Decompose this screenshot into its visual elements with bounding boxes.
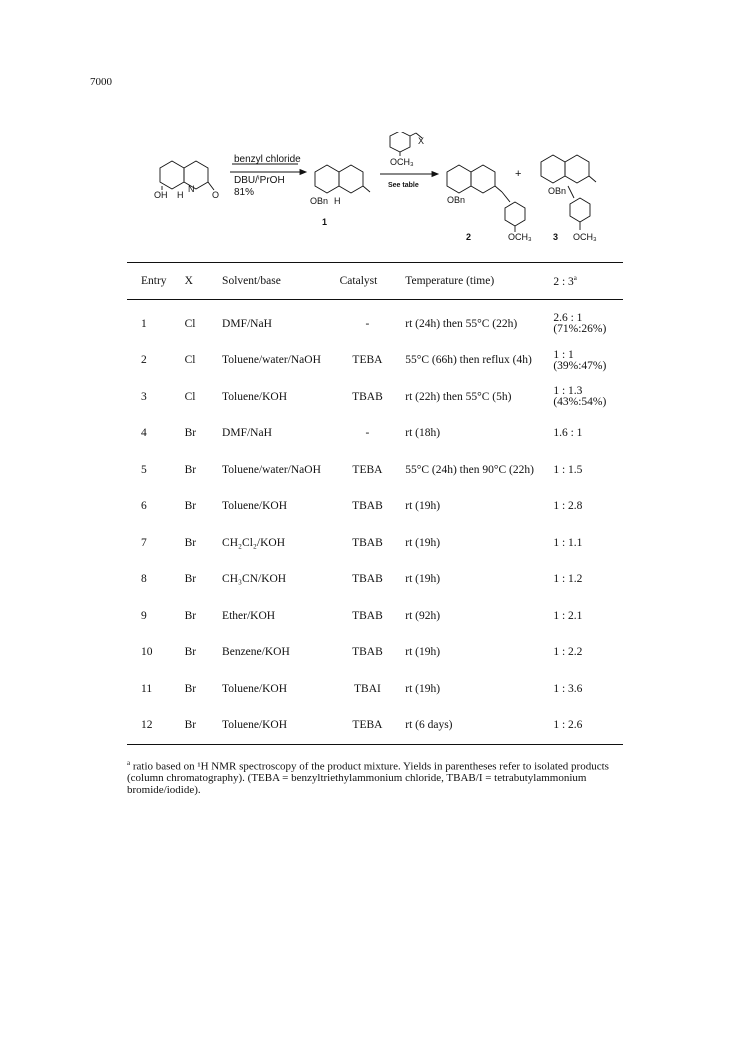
yield-value: (39%:47%) xyxy=(553,359,607,372)
table-row xyxy=(127,708,623,745)
entry-cell: 10 xyxy=(141,646,153,659)
temperature-cell: rt (22h) then 55°C (5h) xyxy=(405,390,512,403)
solvent-cell: CH₂Cl₂/KOH xyxy=(222,536,286,549)
solvent-cell: CH₃CN/KOH xyxy=(222,573,287,586)
reagent-line-2: DBU/ⁱPrOH xyxy=(234,175,285,186)
ratio-value: 1 : 3.6 xyxy=(553,682,583,695)
table-header-row xyxy=(127,263,623,300)
solvent-cell: Toluene/water/NaOH xyxy=(222,463,321,476)
solvent-cell: Toluene/KOH xyxy=(222,708,340,745)
catalyst-cell: TBAB xyxy=(352,609,383,622)
entry-cell: 12 xyxy=(127,708,185,745)
ratio-cell xyxy=(553,489,623,526)
ratio-cell xyxy=(553,343,623,380)
reagent-2-och3: OCH₃ xyxy=(390,157,414,167)
table-row xyxy=(127,489,623,526)
x-cell: Cl xyxy=(184,317,196,330)
temperature-cell: rt (92h) xyxy=(405,609,441,622)
catalyst-cell: TBAB xyxy=(352,573,383,586)
catalyst-cell: TEBA xyxy=(340,708,396,745)
entry-cell: 6 xyxy=(141,500,147,513)
ratio-cell xyxy=(553,708,623,745)
catalyst-cell: TBAI xyxy=(354,682,381,695)
table-footnote xyxy=(127,758,627,796)
see-table-label: See table xyxy=(388,182,419,189)
temperature-cell: rt (19h) xyxy=(405,682,441,695)
entry-cell: 1 xyxy=(141,317,147,330)
sm-n-label: N xyxy=(188,184,195,194)
ratio-cell xyxy=(553,416,623,453)
temperature-cell: rt (19h) xyxy=(405,573,441,586)
x-cell: Br xyxy=(184,573,197,586)
header-temperature: Temperature (time) xyxy=(395,263,553,300)
solvent-cell: DMF/NaH xyxy=(222,317,272,330)
temperature-cell: rt (24h) then 55°C (22h) xyxy=(405,317,518,330)
reagent-yield: 81% xyxy=(234,187,255,198)
ratio-value: 1 : 2.2 xyxy=(553,646,583,659)
ratio-value: 1.6 : 1 xyxy=(553,427,583,440)
table-row xyxy=(127,416,623,453)
entry-cell: 2 xyxy=(141,354,147,367)
x-cell: Br xyxy=(184,463,197,476)
compound-2-label: 2 xyxy=(466,232,472,242)
plus-sign: + xyxy=(515,168,522,180)
header-ratio xyxy=(553,263,623,300)
ratio-cell xyxy=(553,300,623,343)
catalyst-cell: - xyxy=(365,317,370,330)
ratio-cell xyxy=(553,525,623,562)
table-row xyxy=(127,671,623,708)
solvent-cell: Toluene/KOH xyxy=(222,682,288,695)
results-table xyxy=(127,262,623,745)
temperature-cell: rt (19h) xyxy=(405,500,441,513)
header-x: X xyxy=(185,263,222,300)
sm-oh-label: OH xyxy=(154,190,168,200)
ratio-cell xyxy=(553,452,623,489)
ratio-cell xyxy=(553,598,623,635)
x-cell: Br xyxy=(184,682,197,695)
ratio-value: 1 : 1.2 xyxy=(553,573,583,586)
compound-1-h: H xyxy=(334,196,341,206)
catalyst-cell: - xyxy=(365,427,370,440)
header-ratio-note: a xyxy=(573,274,577,283)
compound-1-label: 1 xyxy=(322,217,328,227)
ratio-value: 1 : 2.1 xyxy=(553,609,583,622)
entry-cell: 4 xyxy=(141,427,147,440)
starting-material-structure xyxy=(160,161,214,190)
table-row xyxy=(127,452,623,489)
catalyst-cell: TBAB xyxy=(352,500,383,513)
sm-h-label: H xyxy=(177,190,184,200)
ratio-cell xyxy=(553,671,623,708)
ratio-cell xyxy=(553,562,623,599)
compound-3-obn: OBn xyxy=(548,186,567,196)
x-cell: Br xyxy=(185,708,222,745)
ratio-value: 1 : 1.1 xyxy=(553,536,583,549)
compound-1-structure xyxy=(315,165,370,193)
ratio-cell xyxy=(553,635,623,672)
solvent-cell: Benzene/KOH xyxy=(222,646,290,659)
ratio-value: 1 : 1 xyxy=(553,348,574,361)
ratio-value: 1 : 1.3 xyxy=(553,385,583,398)
compound-2-och3: OCH₃ xyxy=(508,232,532,242)
solvent-cell: Toluene/KOH xyxy=(222,390,288,403)
compound-2-obn: OBn xyxy=(447,195,466,205)
table-row xyxy=(127,343,623,380)
entry-cell: 11 xyxy=(141,682,153,695)
temperature-cell: 55°C (24h) then 90°C (22h) xyxy=(405,463,534,476)
table-row xyxy=(127,379,623,416)
solvent-cell: Toluene/KOH xyxy=(222,500,288,513)
x-cell: Br xyxy=(184,646,197,659)
catalyst-cell: TBAB xyxy=(352,536,383,549)
sm-o-label: O xyxy=(212,190,220,200)
compound-1-obn: OBn xyxy=(310,196,329,206)
entry-cell: 9 xyxy=(141,609,147,622)
entry-cell: 7 xyxy=(141,536,147,549)
solvent-cell: Toluene/water/NaOH xyxy=(222,354,321,367)
footnote-text: ratio based on ¹H NMR spectroscopy of the product mixture. Yields in parentheses refer to isolated products (column chromatography). (TEBA = benzyltriethylammonium chloride, TBAB/I = tetrabutylammonium bromide/iodide). xyxy=(127,760,609,796)
ratio-value: 1 : 2.6 xyxy=(553,719,583,732)
x-cell: Br xyxy=(184,427,197,440)
yield-value: (43%:54%) xyxy=(553,396,607,409)
temperature-cell: 55°C (66h) then reflux (4h) xyxy=(405,354,532,367)
temperature-cell: rt (19h) xyxy=(405,646,441,659)
entry-cell: 5 xyxy=(141,463,147,476)
x-cell: Br xyxy=(184,536,197,549)
header-catalyst: Catalyst xyxy=(340,263,396,300)
header-entry: Entry xyxy=(127,263,185,300)
x-cell: Br xyxy=(184,609,197,622)
entry-cell: 3 xyxy=(141,390,147,403)
table-row xyxy=(127,598,623,635)
compound-3-och3: OCH₃ xyxy=(573,232,597,242)
table-row xyxy=(127,300,623,343)
ratio-value: 2.6 : 1 xyxy=(553,312,583,325)
catalyst-cell: TBAB xyxy=(352,390,383,403)
header-solvent: Solvent/base xyxy=(222,263,340,300)
catalyst-cell: TEBA xyxy=(352,463,383,476)
footnote-marker: a xyxy=(127,759,131,767)
reagent-line-1: benzyl chloride xyxy=(234,154,301,165)
ratio-cell xyxy=(553,379,623,416)
reaction-scheme xyxy=(150,132,630,250)
x-cell: Cl xyxy=(184,354,196,367)
table-row xyxy=(127,525,623,562)
catalyst-cell: TEBA xyxy=(352,354,383,367)
page-number: 7000 xyxy=(90,76,112,88)
yield-value: (71%:26%) xyxy=(553,323,607,336)
compound-3-label: 3 xyxy=(553,232,559,242)
reagent-2-x: X xyxy=(418,136,425,146)
temperature-cell: rt (18h) xyxy=(405,427,441,440)
x-cell: Br xyxy=(184,500,197,513)
temperature-cell: rt (19h) xyxy=(405,536,441,549)
header-ratio-text: 2 : 3 xyxy=(553,275,574,288)
solvent-cell: DMF/NaH xyxy=(222,427,272,440)
entry-cell: 8 xyxy=(141,573,147,586)
x-cell: Cl xyxy=(184,390,196,403)
table-row xyxy=(127,635,623,672)
ratio-value: 1 : 2.8 xyxy=(553,500,583,513)
table-row xyxy=(127,562,623,599)
ratio-value: 1 : 1.5 xyxy=(553,463,583,476)
catalyst-cell: TBAB xyxy=(352,646,383,659)
temperature-cell: rt (6 days) xyxy=(395,708,553,745)
solvent-cell: Ether/KOH xyxy=(222,609,276,622)
